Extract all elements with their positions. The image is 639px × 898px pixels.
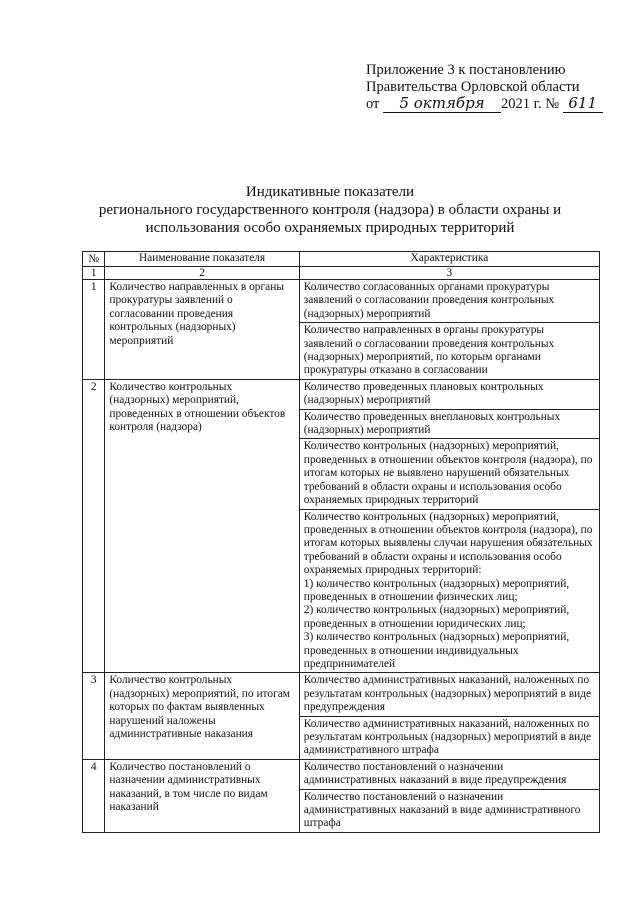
row-number: 3 xyxy=(83,673,105,759)
row-number: 1 xyxy=(83,280,105,380)
handwritten-number: 611 xyxy=(563,95,603,113)
appendix-prefix: от xyxy=(366,96,380,112)
header-characteristic: Характеристика xyxy=(299,252,599,267)
column-number: 1 xyxy=(83,267,105,280)
characteristic-text: Количество контрольных (надзорных) мероприятий, проведенных в отношении объектов контроля (надзора), по итогам которых выявлены случаи нарушения обязательных требований в области охраны и использования особо охраняемых природных территорий: xyxy=(303,510,593,577)
characteristic-cell: Количество согласованных органами прокуратуры заявлений о согласовании проведения контрольных (надзорных) мероприятий xyxy=(299,280,599,323)
appendix-header xyxy=(366,62,616,113)
characteristic-cell: Количество проведенных внеплановых контрольных (надзорных) мероприятий xyxy=(299,409,599,439)
title-line-3: использования особо охраняемых природных территорий xyxy=(145,220,515,236)
title-line-1: Индикативные показатели xyxy=(245,184,415,200)
appendix-line-3 xyxy=(366,95,616,113)
characteristic-subitem: 3) количество контрольных (надзорных) мероприятий, проведенных в отношении индивидуальных предпринимателей xyxy=(303,631,570,670)
appendix-line-1: Приложение 3 к постановлению xyxy=(366,62,566,78)
row-number: 4 xyxy=(83,759,105,832)
header-indicator-name: Наименование показателя xyxy=(105,252,299,267)
characteristic-cell: Количество административных наказаний, наложенных по результатам контрольных (надзорных) мероприятий в виде административного штрафа xyxy=(299,716,599,759)
appendix-line-2: Правительства Орловской области xyxy=(366,78,580,95)
appendix-year: 2021 г. № xyxy=(501,96,560,112)
characteristic-cell: Количество административных наказаний, наложенных по результатам контрольных (надзорных) мероприятий в виде предупреждения xyxy=(299,673,599,716)
indicator-name: Количество постановлений о назначении административных наказаний, в том числе по видам наказаний xyxy=(105,759,299,832)
indicator-name: Количество направленных в органы прокуратуры заявлений о согласовании проведения контрольных (надзорных) мероприятий xyxy=(105,280,299,380)
table-row xyxy=(83,280,600,323)
characteristic-cell: Количество направленных в органы прокуратуры заявлений о согласовании проведения контрольных (надзорных) мероприятий, по которым органами прокуратуры отказано в согласовании xyxy=(299,323,599,380)
header-number: № xyxy=(83,252,105,267)
column-number: 2 xyxy=(105,267,299,280)
table-row xyxy=(83,379,600,409)
column-number-row xyxy=(83,267,600,280)
document-title xyxy=(60,183,600,237)
table-row xyxy=(83,673,600,716)
title-line-2: регионального государственного контроля (надзора) в области охраны и xyxy=(98,202,562,218)
characteristic-cell: Количество проведенных плановых контрольных (надзорных) мероприятий xyxy=(299,379,599,409)
characteristic-cell: Количество постановлений о назначении административных наказаний в виде предупреждения xyxy=(299,759,599,789)
table-header-row xyxy=(83,252,600,267)
table-row xyxy=(83,759,600,789)
characteristic-subitem: 1) количество контрольных (надзорных) мероприятий, проведенных в отношении физических лиц; xyxy=(303,577,570,603)
characteristic-cell: Количество контрольных (надзорных) мероприятий, проведенных в отношении объектов контроля (надзора), по итогам которых не выявлено нарушений обязательных требований в области охраны и использования особо охраняемых природных территорий xyxy=(299,439,599,509)
characteristic-cell-multi xyxy=(299,509,599,673)
indicator-name: Количество контрольных (надзорных) мероприятий, по итогам которых по фактам выявленных нарушений наложены административные наказания xyxy=(105,673,299,759)
handwritten-date: 5 октября xyxy=(383,95,501,113)
indicator-name: Количество контрольных (надзорных) мероприятий, проведенных в отношении объектов контроля (надзора) xyxy=(105,379,299,673)
row-number: 2 xyxy=(83,379,105,673)
indicators-table xyxy=(82,251,600,833)
characteristic-cell: Количество постановлений о назначении административных наказаний в виде административного штрафа xyxy=(299,789,599,832)
column-number: 3 xyxy=(299,267,599,280)
characteristic-subitem: 2) количество контрольных (надзорных) мероприятий, проведенных в отношении юридических лиц; xyxy=(303,604,570,630)
